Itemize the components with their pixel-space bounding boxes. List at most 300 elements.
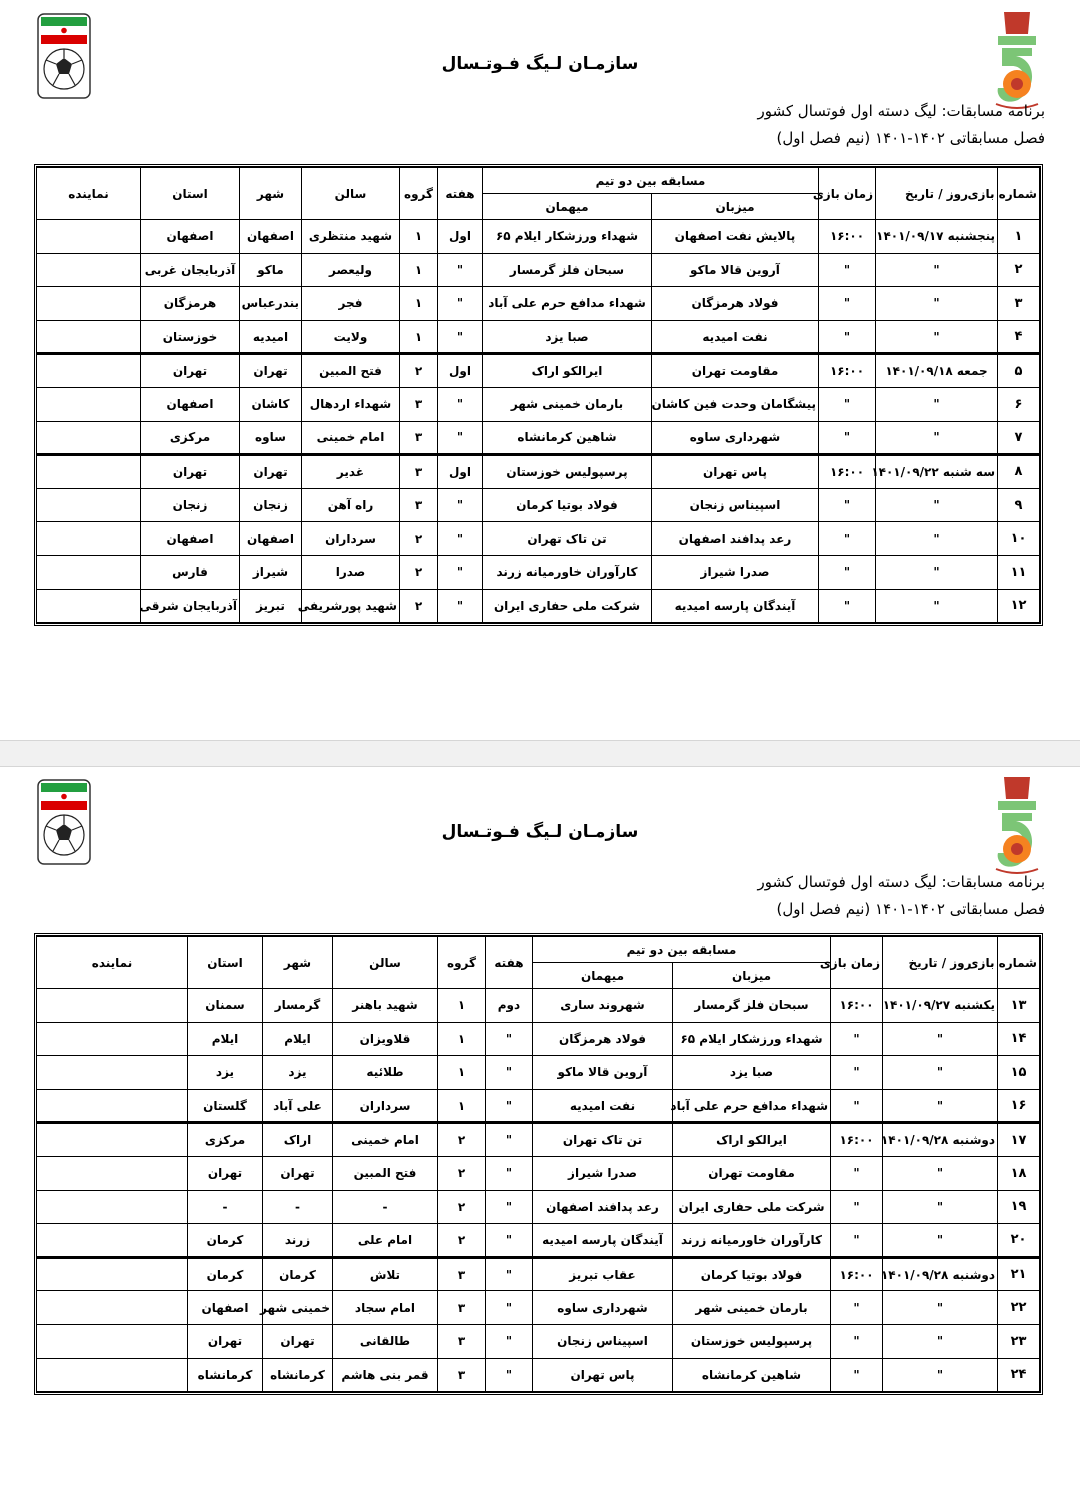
cell-host: نفت امیدیه — [652, 320, 819, 354]
cell-host: پیشگامان وحدت فین کاشان — [652, 387, 819, 421]
cell-date: " — [883, 1291, 998, 1325]
cell-time: " — [831, 1190, 883, 1224]
cell-number: ۲۲ — [998, 1291, 1040, 1325]
header-number: شماره بازی — [998, 168, 1040, 220]
cell-number: ۱۴ — [998, 1022, 1040, 1056]
cell-guest: شرکت ملی حفاری ایران — [482, 589, 651, 623]
cell-province: مرکزی — [187, 1123, 262, 1157]
cell-representative — [36, 455, 140, 489]
table-row — [36, 1156, 1039, 1190]
header-week: هفته — [485, 937, 532, 989]
cell-date: " — [876, 320, 998, 354]
cell-number: ۱۸ — [998, 1156, 1040, 1190]
ffiri-logo-icon — [37, 779, 91, 865]
cell-province: کرمان — [187, 1257, 262, 1291]
futsal-league-logo-icon — [992, 773, 1042, 879]
cell-city: - — [262, 1190, 332, 1224]
cell-group: ۳ — [399, 455, 437, 489]
cell-province: ایلام — [187, 1022, 262, 1056]
cell-representative — [36, 1022, 187, 1056]
table-row — [36, 555, 1039, 589]
cell-time: ۱۶:۰۰ — [831, 989, 883, 1023]
table-row — [36, 1089, 1039, 1123]
header-host: میزبان — [673, 963, 831, 989]
cell-hall: قلاویزان — [332, 1022, 437, 1056]
cell-representative — [36, 287, 140, 321]
cell-city: کاشان — [239, 387, 301, 421]
cell-number: ۱۵ — [998, 1056, 1040, 1090]
cell-representative — [36, 1224, 187, 1258]
cell-province: گلستان — [187, 1089, 262, 1123]
header-hall: سالن — [332, 937, 437, 989]
cell-province: مرکزی — [140, 421, 239, 455]
header-day-date: روز / تاریخ — [883, 937, 998, 989]
cell-city: زنجان — [239, 488, 301, 522]
header-week: هفته — [437, 168, 482, 220]
cell-time: " — [831, 1324, 883, 1358]
cell-host: شهرداری ساوه — [652, 421, 819, 455]
cell-guest: آروین قالا ماکو — [532, 1056, 672, 1090]
cell-guest: صبا یزد — [482, 320, 651, 354]
cell-number: ۲۰ — [998, 1224, 1040, 1258]
cell-hall: امام علی — [332, 1224, 437, 1258]
cell-host: پالایش نفت اصفهان — [652, 220, 819, 254]
cell-number: ۲۳ — [998, 1324, 1040, 1358]
cell-guest: بارمان خمینی شهر — [482, 387, 651, 421]
cell-number: ۲ — [998, 253, 1040, 287]
cell-hall: امام سجاد — [332, 1291, 437, 1325]
cell-host: شهداء مدافع حرم علی آباد — [673, 1089, 831, 1123]
cell-date: " — [883, 1358, 998, 1392]
cell-group: ۲ — [437, 1156, 485, 1190]
cell-province: آذربایجان شرقی — [140, 589, 239, 623]
cell-hall: امام خمینی — [301, 421, 399, 455]
cell-guest: آیندگان پارسه امیدیه — [532, 1224, 672, 1258]
cell-date: " — [876, 555, 998, 589]
cell-city: علی آباد — [262, 1089, 332, 1123]
cell-time: " — [831, 1156, 883, 1190]
cell-city: خمینی شهر — [262, 1291, 332, 1325]
cell-province: اصفهان — [140, 387, 239, 421]
cell-representative — [36, 253, 140, 287]
cell-guest: شاهین کرمانشاه — [482, 421, 651, 455]
cell-city: تهران — [262, 1156, 332, 1190]
cell-week: " — [437, 488, 482, 522]
cell-host: اسپیناس زنجان — [652, 488, 819, 522]
cell-time: " — [831, 1291, 883, 1325]
cell-hall: تلاش — [332, 1257, 437, 1291]
cell-week: " — [485, 1190, 532, 1224]
cell-week: " — [437, 287, 482, 321]
cell-group: ۲ — [399, 354, 437, 388]
cell-time: " — [831, 1022, 883, 1056]
cell-time: " — [819, 522, 876, 556]
table-row — [36, 989, 1039, 1023]
cell-group: ۱ — [437, 989, 485, 1023]
header-guest: میهمان — [532, 963, 672, 989]
cell-group: ۲ — [399, 555, 437, 589]
cell-host: فولاد بوتیا کرمان — [673, 1257, 831, 1291]
cell-time: " — [831, 1224, 883, 1258]
header-number: شماره بازی — [998, 937, 1040, 989]
cell-hall: سرداران — [301, 522, 399, 556]
cell-hall: قمر بنی هاشم — [332, 1358, 437, 1392]
cell-number: ۲۱ — [998, 1257, 1040, 1291]
cell-hall: غدیر — [301, 455, 399, 489]
table-row — [36, 1123, 1039, 1157]
cell-week: " — [437, 589, 482, 623]
cell-guest: رعد پدافند اصفهان — [532, 1190, 672, 1224]
cell-number: ۱۶ — [998, 1089, 1040, 1123]
cell-guest: ایرالکو اراک — [482, 354, 651, 388]
cell-guest: سبحان فلز گرمسار — [482, 253, 651, 287]
cell-time: ۱۶:۰۰ — [819, 220, 876, 254]
cell-number: ۸ — [998, 455, 1040, 489]
cell-province: کرمان — [187, 1224, 262, 1258]
cell-date: " — [876, 488, 998, 522]
cell-group: ۲ — [437, 1224, 485, 1258]
header-hall: سالن — [301, 168, 399, 220]
cell-date: دوشنبه ۱۴۰۱/۰۹/۲۸ — [883, 1123, 998, 1157]
cell-date: " — [883, 1056, 998, 1090]
cell-representative — [36, 555, 140, 589]
cell-date: " — [883, 1324, 998, 1358]
cell-representative — [36, 387, 140, 421]
header-city: شهر — [239, 168, 301, 220]
table-row — [36, 1324, 1039, 1358]
cell-date: دوشنبه ۱۴۰۱/۰۹/۲۸ — [883, 1257, 998, 1291]
cell-time: ۱۶:۰۰ — [819, 354, 876, 388]
cell-week: " — [485, 1089, 532, 1123]
cell-host: بارمان خمینی شهر — [673, 1291, 831, 1325]
cell-guest: پاس تهران — [532, 1358, 672, 1392]
cell-group: ۱ — [437, 1056, 485, 1090]
cell-representative — [36, 488, 140, 522]
cell-city: ماکو — [239, 253, 301, 287]
header-province: استان — [187, 937, 262, 989]
cell-time: " — [819, 387, 876, 421]
cell-date: سه شنبه ۱۴۰۱/۰۹/۲۲ — [876, 455, 998, 489]
header-guest: میهمان — [482, 194, 651, 220]
cell-guest: شهداء مدافع حرم علی آباد — [482, 287, 651, 321]
cell-hall: صدرا — [301, 555, 399, 589]
cell-representative — [36, 1324, 187, 1358]
cell-week: اول — [437, 455, 482, 489]
cell-host: سبحان فلز گرمسار — [673, 989, 831, 1023]
cell-time: " — [819, 320, 876, 354]
cell-hall: فتح المبین — [332, 1156, 437, 1190]
cell-hall: شهید پورشریفی — [301, 589, 399, 623]
cell-week: " — [437, 555, 482, 589]
cell-host: پاس تهران — [652, 455, 819, 489]
cell-representative — [36, 1257, 187, 1291]
header-representative: نماینده — [36, 168, 140, 220]
cell-date: " — [883, 1190, 998, 1224]
cell-province: - — [187, 1190, 262, 1224]
cell-week: دوم — [485, 989, 532, 1023]
cell-date: " — [883, 1224, 998, 1258]
table-row — [36, 387, 1039, 421]
cell-number: ۴ — [998, 320, 1040, 354]
cell-week: " — [437, 253, 482, 287]
cell-representative — [36, 1358, 187, 1392]
cell-hall: ولایت — [301, 320, 399, 354]
cell-province: خوزستان — [140, 320, 239, 354]
header-time: زمان بازی — [819, 168, 876, 220]
cell-week: " — [485, 1123, 532, 1157]
cell-guest: نفت امیدیه — [532, 1089, 672, 1123]
cell-group: ۱ — [399, 287, 437, 321]
cell-host: کارآوران خاورمیانه زرند — [673, 1224, 831, 1258]
cell-province: یزد — [187, 1056, 262, 1090]
cell-time: " — [819, 253, 876, 287]
cell-hall: سرداران — [332, 1089, 437, 1123]
cell-hall: شهید باهنر — [332, 989, 437, 1023]
cell-representative — [36, 320, 140, 354]
cell-representative — [36, 220, 140, 254]
cell-group: ۲ — [399, 589, 437, 623]
cell-city: اراک — [262, 1123, 332, 1157]
cell-guest: عقاب تبریز — [532, 1257, 672, 1291]
cell-hall: امام خمینی — [332, 1123, 437, 1157]
cell-city: اصفهان — [239, 220, 301, 254]
cell-week: " — [485, 1257, 532, 1291]
cell-time: " — [831, 1358, 883, 1392]
season-line: فصل مسابقاتی ۱۴۰۲-۱۴۰۱ (نیم فصل اول) — [776, 129, 1045, 147]
header-group: گروه — [399, 168, 437, 220]
table-row — [36, 1257, 1039, 1291]
cell-guest: پرسپولیس خوزستان — [482, 455, 651, 489]
header-city: شهر — [262, 937, 332, 989]
header-match: مسابقه بین دو تیم — [532, 937, 830, 963]
cell-province: تهران — [187, 1324, 262, 1358]
cell-number: ۵ — [998, 354, 1040, 388]
cell-hall: ولیعصر — [301, 253, 399, 287]
header-time: زمان بازی — [831, 937, 883, 989]
page-separator — [0, 740, 1080, 767]
cell-group: ۱ — [399, 320, 437, 354]
cell-week: " — [485, 1156, 532, 1190]
cell-time: " — [819, 421, 876, 455]
header-match: مسابقه بین دو تیم — [482, 168, 818, 194]
table-row — [36, 455, 1039, 489]
cell-group: ۲ — [399, 522, 437, 556]
table-row — [36, 1022, 1039, 1056]
cell-guest: شهرداری ساوه — [532, 1291, 672, 1325]
cell-group: ۳ — [399, 421, 437, 455]
cell-number: ۱۰ — [998, 522, 1040, 556]
cell-guest: اسپیناس زنجان — [532, 1324, 672, 1358]
cell-time: ۱۶:۰۰ — [831, 1257, 883, 1291]
cell-hall: فجر — [301, 287, 399, 321]
cell-time: ۱۶:۰۰ — [819, 455, 876, 489]
cell-province: هرمزگان — [140, 287, 239, 321]
cell-week: " — [485, 1056, 532, 1090]
cell-group: ۱ — [437, 1022, 485, 1056]
cell-province: اصفهان — [140, 220, 239, 254]
table-row — [36, 1190, 1039, 1224]
document-page-2 — [0, 767, 1080, 1497]
cell-guest: فولاد هرمزگان — [532, 1022, 672, 1056]
cell-city: کرمانشاه — [262, 1358, 332, 1392]
cell-group: ۳ — [437, 1324, 485, 1358]
table-row — [36, 354, 1039, 388]
cell-city: شیراز — [239, 555, 301, 589]
cell-province: اصفهان — [140, 522, 239, 556]
cell-city: امیدیه — [239, 320, 301, 354]
season-line: فصل مسابقاتی ۱۴۰۲-۱۴۰۱ (نیم فصل اول) — [776, 900, 1045, 918]
cell-date: پنجشنبه ۱۴۰۱/۰۹/۱۷ — [876, 220, 998, 254]
cell-guest: تن تاک تهران — [532, 1123, 672, 1157]
futsal-league-logo-icon — [992, 8, 1042, 114]
cell-number: ۲۴ — [998, 1358, 1040, 1392]
cell-host: رعد پدافند اصفهان — [652, 522, 819, 556]
cell-city: تهران — [239, 354, 301, 388]
cell-date: " — [876, 287, 998, 321]
table-row — [36, 1291, 1039, 1325]
cell-city: کرمان — [262, 1257, 332, 1291]
cell-province: آذربایجان غربی — [140, 253, 239, 287]
table-row — [36, 1358, 1039, 1392]
cell-representative — [36, 354, 140, 388]
header-representative: نماینده — [36, 937, 187, 989]
cell-week: " — [437, 387, 482, 421]
cell-time: " — [831, 1089, 883, 1123]
cell-host: صبا یزد — [673, 1056, 831, 1090]
cell-representative — [36, 1089, 187, 1123]
cell-number: ۷ — [998, 421, 1040, 455]
cell-host: فولاد هرمزگان — [652, 287, 819, 321]
cell-host: شرکت ملی حفاری ایران — [673, 1190, 831, 1224]
cell-group: ۳ — [399, 387, 437, 421]
cell-city: زرند — [262, 1224, 332, 1258]
cell-hall: فتح المبین — [301, 354, 399, 388]
cell-city: تهران — [262, 1324, 332, 1358]
cell-time: " — [819, 555, 876, 589]
cell-week: اول — [437, 354, 482, 388]
cell-province: تهران — [140, 354, 239, 388]
cell-city: بندرعباس — [239, 287, 301, 321]
cell-time: " — [819, 287, 876, 321]
cell-number: ۹ — [998, 488, 1040, 522]
cell-number: ۱۳ — [998, 989, 1040, 1023]
cell-representative — [36, 1291, 187, 1325]
cell-hall: طالقانی — [332, 1324, 437, 1358]
cell-guest: صدرا شیراز — [532, 1156, 672, 1190]
cell-number: ۳ — [998, 287, 1040, 321]
cell-week: " — [437, 421, 482, 455]
cell-hall: طلائیه — [332, 1056, 437, 1090]
document-page-1 — [0, 0, 1080, 740]
cell-week: " — [437, 522, 482, 556]
cell-province: تهران — [140, 455, 239, 489]
header-group: گروه — [437, 937, 485, 989]
table-row — [36, 287, 1039, 321]
cell-week: " — [485, 1224, 532, 1258]
cell-date: جمعه ۱۴۰۱/۰۹/۱۸ — [876, 354, 998, 388]
cell-number: ۱ — [998, 220, 1040, 254]
cell-city: گرمسار — [262, 989, 332, 1023]
organization-title: سازمـان لـیگ فـوتـسال — [441, 54, 639, 74]
cell-city: ساوه — [239, 421, 301, 455]
cell-week: " — [437, 320, 482, 354]
cell-province: فارس — [140, 555, 239, 589]
cell-week: " — [485, 1324, 532, 1358]
cell-group: ۱ — [399, 253, 437, 287]
cell-number: ۱۱ — [998, 555, 1040, 589]
cell-number: ۶ — [998, 387, 1040, 421]
cell-group: ۲ — [437, 1123, 485, 1157]
cell-representative — [36, 1056, 187, 1090]
cell-week: " — [485, 1291, 532, 1325]
cell-hall: شهداء اردهال — [301, 387, 399, 421]
cell-representative — [36, 1156, 187, 1190]
organization-title: سازمـان لـیگ فـوتـسال — [441, 822, 639, 842]
cell-time: ۱۶:۰۰ — [831, 1123, 883, 1157]
schedule-table-1 — [34, 164, 1043, 626]
table-row — [36, 488, 1039, 522]
table-row — [36, 220, 1039, 254]
cell-date: " — [883, 1089, 998, 1123]
cell-host: شهداء ورزشکار ایلام ۶۵ — [673, 1022, 831, 1056]
cell-date: " — [876, 421, 998, 455]
cell-city: تهران — [239, 455, 301, 489]
cell-province: زنجان — [140, 488, 239, 522]
cell-number: ۱۹ — [998, 1190, 1040, 1224]
cell-group: ۱ — [437, 1089, 485, 1123]
cell-group: ۱ — [399, 220, 437, 254]
cell-hall: شهید منتظری — [301, 220, 399, 254]
cell-representative — [36, 421, 140, 455]
cell-guest: کارآوران خاورمیانه زرند — [482, 555, 651, 589]
cell-week: " — [485, 1358, 532, 1392]
cell-number: ۱۷ — [998, 1123, 1040, 1157]
cell-date: " — [876, 589, 998, 623]
table-row — [36, 1224, 1039, 1258]
cell-guest: تن تاک تهران — [482, 522, 651, 556]
cell-host: مقاومت تهران — [652, 354, 819, 388]
cell-number: ۱۲ — [998, 589, 1040, 623]
cell-group: ۳ — [437, 1257, 485, 1291]
table-row — [36, 253, 1039, 287]
cell-host: آیندگان پارسه امیدیه — [652, 589, 819, 623]
cell-province: سمنان — [187, 989, 262, 1023]
cell-representative — [36, 1190, 187, 1224]
cell-host: پرسپولیس خوزستان — [673, 1324, 831, 1358]
table-row — [36, 320, 1039, 354]
cell-hall: - — [332, 1190, 437, 1224]
ffiri-logo-icon — [37, 13, 91, 99]
cell-province: تهران — [187, 1156, 262, 1190]
cell-group: ۳ — [437, 1291, 485, 1325]
table-row — [36, 421, 1039, 455]
schedule-table-2 — [34, 933, 1043, 1395]
cell-host: صدرا شیراز — [652, 555, 819, 589]
cell-representative — [36, 522, 140, 556]
cell-guest: فولاد بوتیا کرمان — [482, 488, 651, 522]
program-line: برنامه مسابقات: لیگ دسته اول فوتسال کشور — [757, 102, 1045, 120]
cell-city: ایلام — [262, 1022, 332, 1056]
cell-province: اصفهان — [187, 1291, 262, 1325]
cell-hall: راه آهن — [301, 488, 399, 522]
header-province: استان — [140, 168, 239, 220]
cell-date: " — [876, 253, 998, 287]
cell-date: " — [883, 1022, 998, 1056]
cell-group: ۳ — [437, 1358, 485, 1392]
table-row — [36, 522, 1039, 556]
cell-representative — [36, 989, 187, 1023]
cell-city: یزد — [262, 1056, 332, 1090]
